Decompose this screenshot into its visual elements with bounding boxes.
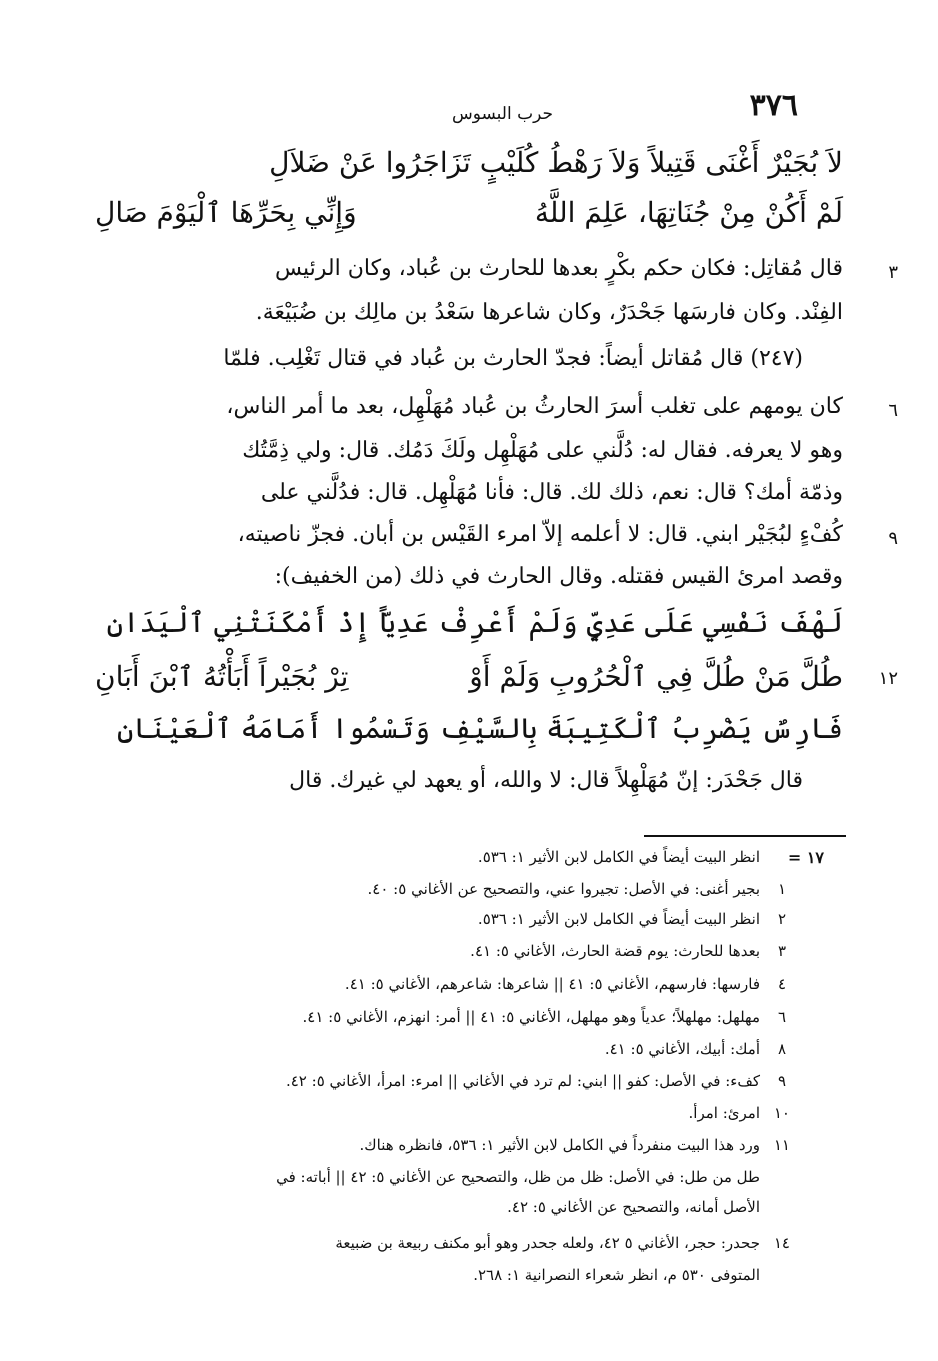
footnote-number: ٢ bbox=[777, 910, 786, 928]
footnote-text: الأصل أمانه، والتصحيح عن الأغاني ٥: ٤٢. bbox=[507, 1198, 760, 1216]
prose-2-line-6: وقصد امرئ القيس فقتله. وقال الحارث في ذلك (من الخفيف): bbox=[274, 564, 843, 589]
verse-4-first-hemistich: طُلَّ مَنْ طُلَّ فِي ٱلْحُرُوبِ وَلَمْ أَوْ bbox=[469, 660, 843, 693]
footnote-number: ٩ bbox=[777, 1072, 786, 1090]
footnote-text: بعدها للحارث: يوم قضة الحارث، الأغاني ٥: ٤١. bbox=[470, 942, 760, 960]
page-number: ٣٧٦ bbox=[749, 88, 798, 123]
footnote-number: ٨ bbox=[777, 1040, 786, 1058]
footnote-text: مهلهل: مهلهلاً؛ عدياً وهو مهلهل، الأغاني ٥: ٤١ || أمر: انهزم، الأغاني ٥: ٤١. bbox=[302, 1008, 760, 1026]
verse-2-first-hemistich: لَمْ أَكُنْ مِنْ جُنَاتِهَا، عَلِمَ اللَّهُ bbox=[534, 196, 843, 229]
footnote-text: فارسها: فارسهم، الأغاني ٥: ٤١ || شاعرها: شاعرهم، الأغاني ٥: ٤١. bbox=[344, 975, 760, 993]
footnote-text: كفء: في الأصل: كفو || ابني: لم ترد في الأغاني || امرء: امرأ، الأغاني ٥: ٤٢. bbox=[285, 1072, 760, 1090]
verse-4-second-hemistich: تِرْ بُجَيْراً أَبَأْتُهُ ٱبْنَ أَبَانِ bbox=[95, 660, 349, 693]
footnote-text: المتوفى ٥٣٠ م، انظر شعراء النصرانية ١: ٢٦٨. bbox=[473, 1266, 760, 1284]
footnote-text: أمك: أبيك، الأغاني ٥: ٤١. bbox=[604, 1040, 760, 1058]
verse-1: لاَ بُجَيْرٌ أَغْنَى قَتِيلاً وَلاَ رَهْطُ كُلَيْبٍ تَزَاجَرُوا عَنْ ضَلاَلِ bbox=[269, 146, 843, 179]
line-number-6: ٦ bbox=[888, 400, 898, 421]
footnote-text: طل من طل: في الأصل: ظل من ظل، والتصحيح عن الأغاني ٥: ٤٢ || أباته: في bbox=[276, 1168, 760, 1186]
footnote-number: ١٧ = bbox=[787, 848, 824, 867]
footnote-text: جحدر: حجر، الأغاني ٥ ٤٢، ولعله جحدر وهو أبو مكنف ربيعة بن ضبيعة bbox=[335, 1234, 760, 1252]
prose-1-line-2: الفِنْد. وكان فارسَها جَحْدَرٌ، وكان شاعرها سَعْدُ بن مالِك بن ضُبَيْعَة. bbox=[255, 300, 843, 325]
footnote-text: انظر البيت أيضاً في الكامل لابن الأثير ١: ٥٣٦. bbox=[477, 848, 760, 866]
footnote-rule bbox=[644, 835, 846, 837]
footnote-number: ٦ bbox=[777, 1008, 786, 1026]
footnote-number: ١ bbox=[777, 880, 786, 898]
footnote-text: امرئ: امرأ. bbox=[688, 1104, 760, 1122]
footnote-number: ٣ bbox=[777, 942, 786, 960]
footnote-number: ١١ bbox=[773, 1136, 790, 1154]
prose-1-line-1: قال مُقاتِل: فكان حكم بكْرٍ بعدها للحارث بن عُباد، وكان الرئيس bbox=[274, 256, 843, 281]
prose-3-line-1: قال جَحْدَر: إنّ مُهَلْهِلاً قال: لا والله، أو يعهد لي غيرك. قال bbox=[289, 768, 803, 793]
prose-2-line-5: كُفْءٍ لبُجَيْر ابني. قال: لا أعلمه إلاّ امرء القَيْس بن أبان. فجزّ ناصيته، bbox=[237, 522, 843, 547]
line-number-9: ٩ bbox=[888, 528, 898, 549]
running-title: حرب البسوس bbox=[451, 104, 553, 124]
prose-2-line-2: كان يومهم على تغلب أسرَ الحارثُ بن عُباد مُهَلْهِل، بعد ما أمر الناس، bbox=[226, 394, 843, 419]
footnote-number: ١٠ bbox=[773, 1104, 790, 1122]
verse-2-second-hemistich: وَإِنِّي بِحَرِّهَا ٱلْيَوْمَ صَالِ bbox=[95, 196, 357, 229]
verse-5: فَارِسٌ يَضْرِبُ ٱلْكَتِيبَةَ بِالسَّيْفِ وَتَسْمُوا أَمَامَهُ ٱلْعَيْنَانِ bbox=[116, 712, 843, 745]
verse-3: لَهْفَ نَفْسِي عَلَى عَدِيٍّ وَلَمْ أَعْرِفْ عَدِيّاً إِذْ أَمْكَنَتْنِي ٱلْيَدَانِ bbox=[106, 606, 843, 639]
prose-2-line-4: وذمّة أمك؟ قال: نعم، ذلك لك. قال: فأنا مُهَلْهِل. قال: فدُلَّني على bbox=[260, 480, 843, 505]
prose-2-line-3: وهو لا يعرفه. فقال له: دُلَّني على مُهَلْهِل ولَكَ دَمُك. قال: ولي ذِمَّتُك bbox=[242, 438, 843, 463]
footnote-text: ورد هذا البيت منفرداً في الكامل لابن الأثير ١: ٥٣٦، فانظره هناك. bbox=[359, 1136, 760, 1154]
line-number-12: ١٢ bbox=[878, 668, 898, 689]
footnote-number: ٤ bbox=[777, 975, 786, 993]
line-number-3: ٣ bbox=[888, 262, 898, 283]
footnote-text: بجير أغنى: في الأصل: تجيروا عني، والتصحيح عن الأغاني ٥: ٤٠. bbox=[367, 880, 760, 898]
prose-2-line-1: (٢٤٧) قال مُقاتل أيضاً: فجدّ الحارث بن عُباد في قتال تَغْلِب. فلمّا bbox=[223, 346, 803, 371]
footnote-text: انظر البيت أيضاً في الكامل لابن الأثير ١: ٥٣٦. bbox=[477, 910, 760, 928]
footnote-number: ١٤ bbox=[773, 1234, 790, 1252]
